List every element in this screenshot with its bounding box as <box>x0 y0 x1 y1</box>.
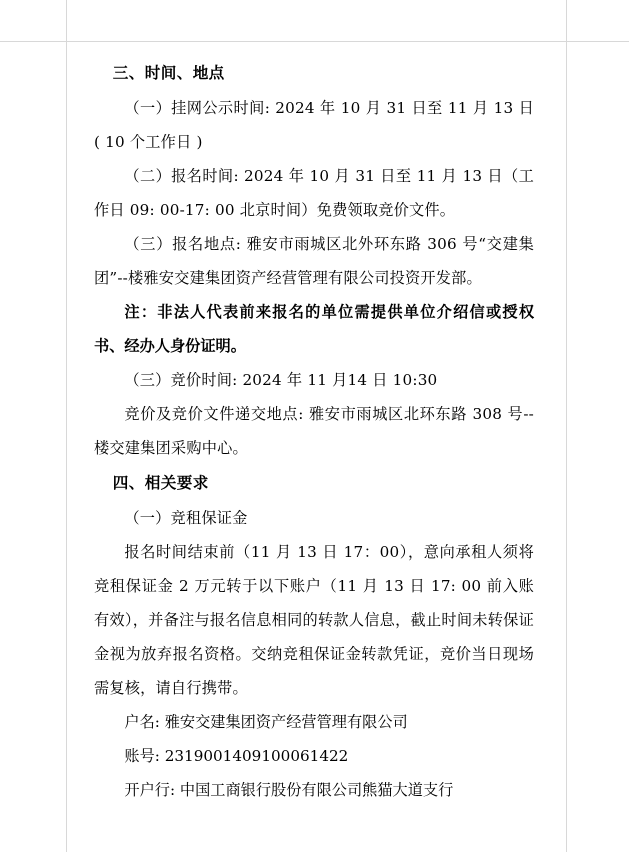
paragraph-bidding-time: （三）竞价时间: 2024 年 11 月14 日 10:30 <box>124 371 438 389</box>
paragraph-registration-place: （三）报名地点: 雅安市雨城区北外环东路 306 号“交建集团”--楼雅安交建集团资产经营管理有限公司投资开发部。 <box>94 235 534 287</box>
bank-account-number: 账号: 2319001409100061422 <box>124 747 349 765</box>
page-top-rule <box>0 41 629 42</box>
page-right-rule <box>566 0 567 852</box>
paragraph-registration-time: （二）报名时间: 2024 年 10 月 31 日至 11 月 13 日（工作日 09: 00-17: 00 北京时间）免费领取竞价文件。 <box>94 167 534 219</box>
paragraph-deposit-details: 报名时间结束前（11 月 13 日 17：00），意向承租人须将竞租保证金 2 万元转于以下账户（11 月 13 日 17: 00 前入账有效），并备注与报名信息相同的转款人信息，截止时间未转保证金视为放弃报名资格。交纳竞租保证金转款凭证，竞价当日现场需复核，请自行携带。 <box>94 543 534 697</box>
section-heading-requirements: 四、相关要求 <box>112 474 209 492</box>
page-left-rule <box>66 0 67 852</box>
document-body <box>94 55 534 807</box>
paragraph-note-authorization: 注：非法人代表前来报名的单位需提供单位介绍信或授权书、经办人身份证明。 <box>94 303 534 355</box>
paragraph-posting-time: （一）挂网公示时间: 2024 年 10 月 31 日至 11 月 13 日 ( 10 个工作日 ) <box>94 99 534 151</box>
bank-branch-name: 开户行: 中国工商银行股份有限公司熊猫大道支行 <box>124 781 454 799</box>
paragraph-document-delivery-place: 竞价及竞价文件递交地点: 雅安市雨城区北环东路 308 号--楼交建集团采购中心。 <box>94 405 534 457</box>
section-heading-time-place: 三、时间、地点 <box>112 64 225 82</box>
subheading-lease-deposit: （一）竞租保证金 <box>124 509 248 527</box>
bank-account-name: 户名: 雅安交建集团资产经营管理有限公司 <box>124 713 408 731</box>
